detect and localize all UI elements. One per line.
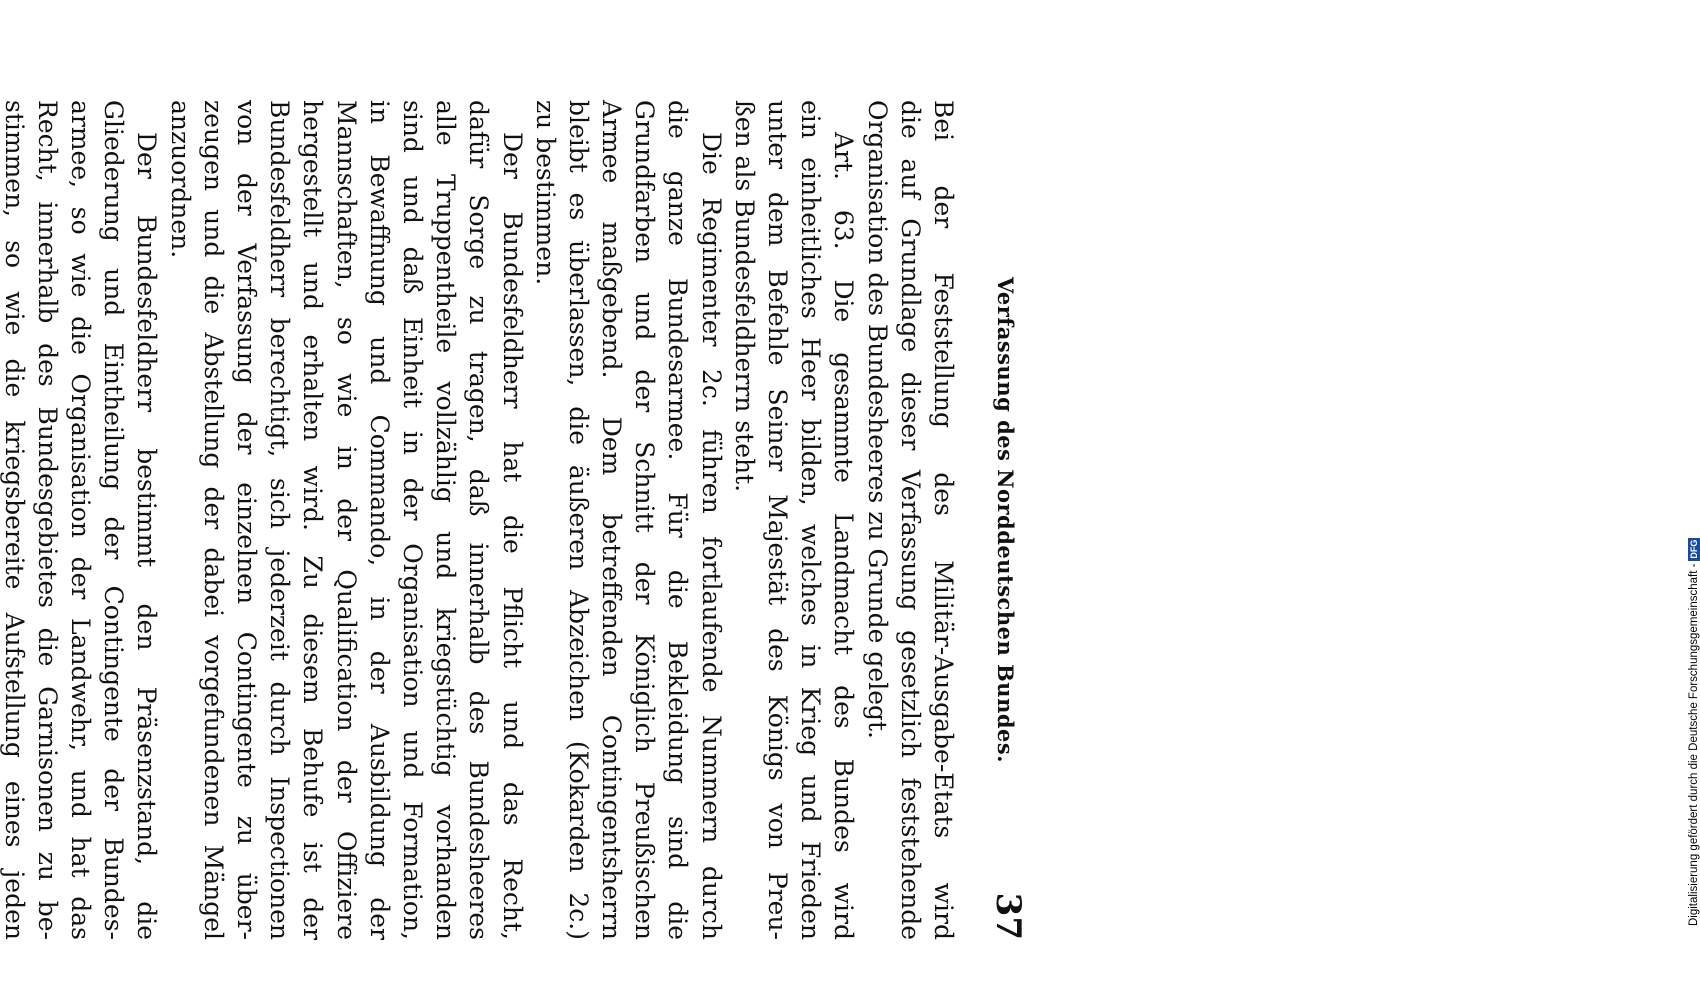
dfg-logo: DFG bbox=[1689, 539, 1699, 559]
digitization-credit bbox=[1688, 6, 1700, 926]
text-line: armee, so wie die Organisation der Landwehr, und hat das bbox=[66, 100, 96, 940]
text-line: die auf Grundlage dieser Verfassung gesetzlich feststehende bbox=[895, 100, 925, 940]
text-line: Mannschaften, so wie in der Qualification der Offiziere bbox=[331, 100, 361, 940]
text-line: unter dem Befehle Seiner Majestät des Königs von Preu- bbox=[763, 100, 793, 940]
text-line: Organisation des Bundesheeres zu Grunde gelegt. bbox=[862, 100, 892, 739]
text-line: zu bestimmen. bbox=[530, 100, 560, 286]
body-text bbox=[0, 100, 960, 940]
running-head-title: Verfassung des Norddeutschen Bundes. bbox=[993, 276, 1018, 764]
text-line: Recht, innerhalb des Bundesgebietes die Garnisonen zu be- bbox=[32, 100, 62, 940]
text-line: bleibt es überlassen, die äußeren Abzeichen (Kokarden 2c.) bbox=[563, 100, 593, 940]
text-line: Armee maßgebend. Dem betreffenden Contingentsherrn bbox=[597, 100, 627, 940]
page-number: 37 bbox=[988, 892, 1028, 940]
text-line: in Bewaffnung und Commando, in der Ausbildung der bbox=[364, 100, 394, 940]
text-line: anzuordnen. bbox=[165, 100, 195, 259]
text-line: Die Regimenter 2c. führen fortlaufende Nummern durch bbox=[696, 132, 726, 940]
text-line: Grundfarben und der Schnitt der Königlich Preußischen bbox=[630, 100, 660, 940]
text-line: stimmen, so wie die kriegsbereite Aufstellung eines jeden bbox=[0, 100, 29, 940]
text-line: Art. 63. Die gesammte Landmacht des Bundes wird bbox=[829, 132, 859, 940]
text-line: von der Verfassung der einzelnen Contingente zu über- bbox=[232, 100, 262, 940]
text-line: ßen als Bundesfeldherrn steht. bbox=[729, 100, 759, 493]
text-line: alle Truppentheile vollzählig und kriegstüchtig vorhanden bbox=[431, 100, 461, 940]
text-line: ein einheitliches Heer bilden, welches in Krieg und Frieden bbox=[796, 100, 826, 940]
text-line: zeugen und die Abstellung der dabei vorgefundenen Mängel bbox=[198, 100, 228, 940]
text-line: hergestellt und erhalten wird. Zu diesem Behufe ist der bbox=[298, 100, 328, 940]
rotated-page bbox=[0, 100, 1028, 940]
text-line: Der Bundesfeldherr hat die Pflicht und das Recht, bbox=[497, 132, 527, 940]
running-head bbox=[982, 160, 1028, 940]
text-line: Bundesfeldherr berechtigt, sich jederzeit durch Inspectionen bbox=[265, 100, 295, 940]
text-line: Gliederung und Eintheilung der Contingente der Bundes- bbox=[99, 100, 129, 940]
digitization-credit-text: Digitalisierung gefördert durch die Deutsche Forschungsgemeinschaft - bbox=[1688, 563, 1700, 926]
text-line: dafür Sorge zu tragen, daß innerhalb des Bundesheeres bbox=[464, 100, 494, 940]
text-line: sind und daß Einheit in der Organisation und Formation, bbox=[398, 100, 427, 940]
text-line: Bei der Feststellung des Militär-Ausgabe-Etats wird bbox=[929, 100, 958, 940]
text-line: Der Bundesfeldherr bestimmt den Präsenzstand, die bbox=[132, 132, 162, 940]
text-line: die ganze Bundesarmee. Für die Bekleidung sind die bbox=[663, 100, 693, 940]
